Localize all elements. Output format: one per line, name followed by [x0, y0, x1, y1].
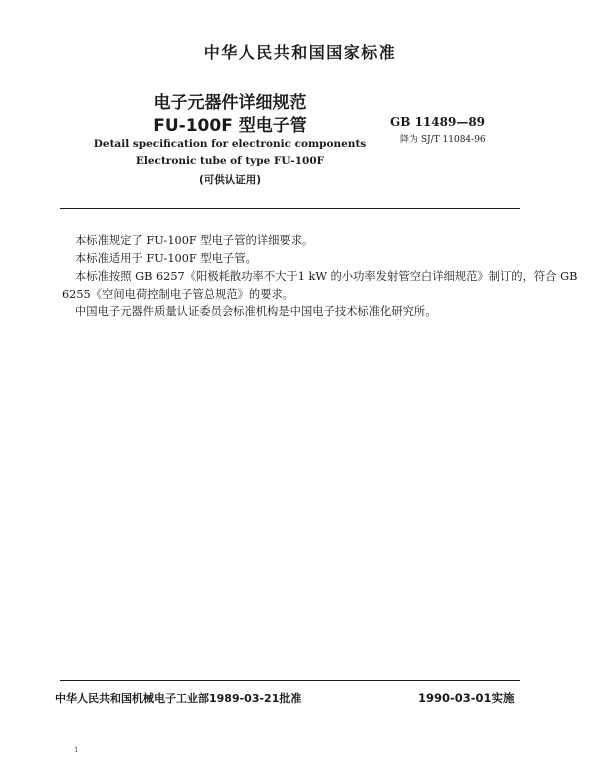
standard-number: GB 11489—89 [390, 115, 486, 129]
document-subtitle-en: Electronic tube of type FU-100F [135, 155, 325, 167]
body-paragraph-4: 中国电子元器件质量认证委员会标准机构是中国电子技术标准化研究所。 [75, 305, 437, 318]
approval-statement: 中华人民共和国机械电子工业部1989-03-21批准 [55, 692, 302, 705]
footer-divider [60, 680, 520, 681]
certification-note: (可供认证用) [198, 174, 262, 186]
body-paragraph-1: 本标准规定了 FU-100F 型电子管的详细要求。 [75, 234, 314, 247]
implementation-date: 1990-03-01实施 [418, 691, 515, 705]
page-number: 1 [74, 746, 79, 754]
national-standard-heading: 中华人民共和国国家标准 [203, 43, 397, 62]
body-paragraph-3-line-1: 本标准按照 GB 6257《阳极耗散功率不大于1 kW 的小功率发射管空白详细规范》制订的，符合 GB [75, 270, 578, 283]
standard-replacement: 降为 SJ/T 11084-96 [400, 135, 486, 145]
body-paragraph-3-line-2: 6255《空间电荷控制电子管总规范》的要求。 [62, 288, 295, 301]
document-title-en: Detail specification for electronic components [93, 138, 367, 150]
header-divider [60, 208, 520, 209]
document-title-model: FU-100F 型电子管 [153, 116, 307, 136]
body-paragraph-2: 本标准适用于 FU-100F 型电子管。 [75, 252, 257, 265]
document-title-cn: 电子元器件详细规范 [153, 93, 307, 113]
